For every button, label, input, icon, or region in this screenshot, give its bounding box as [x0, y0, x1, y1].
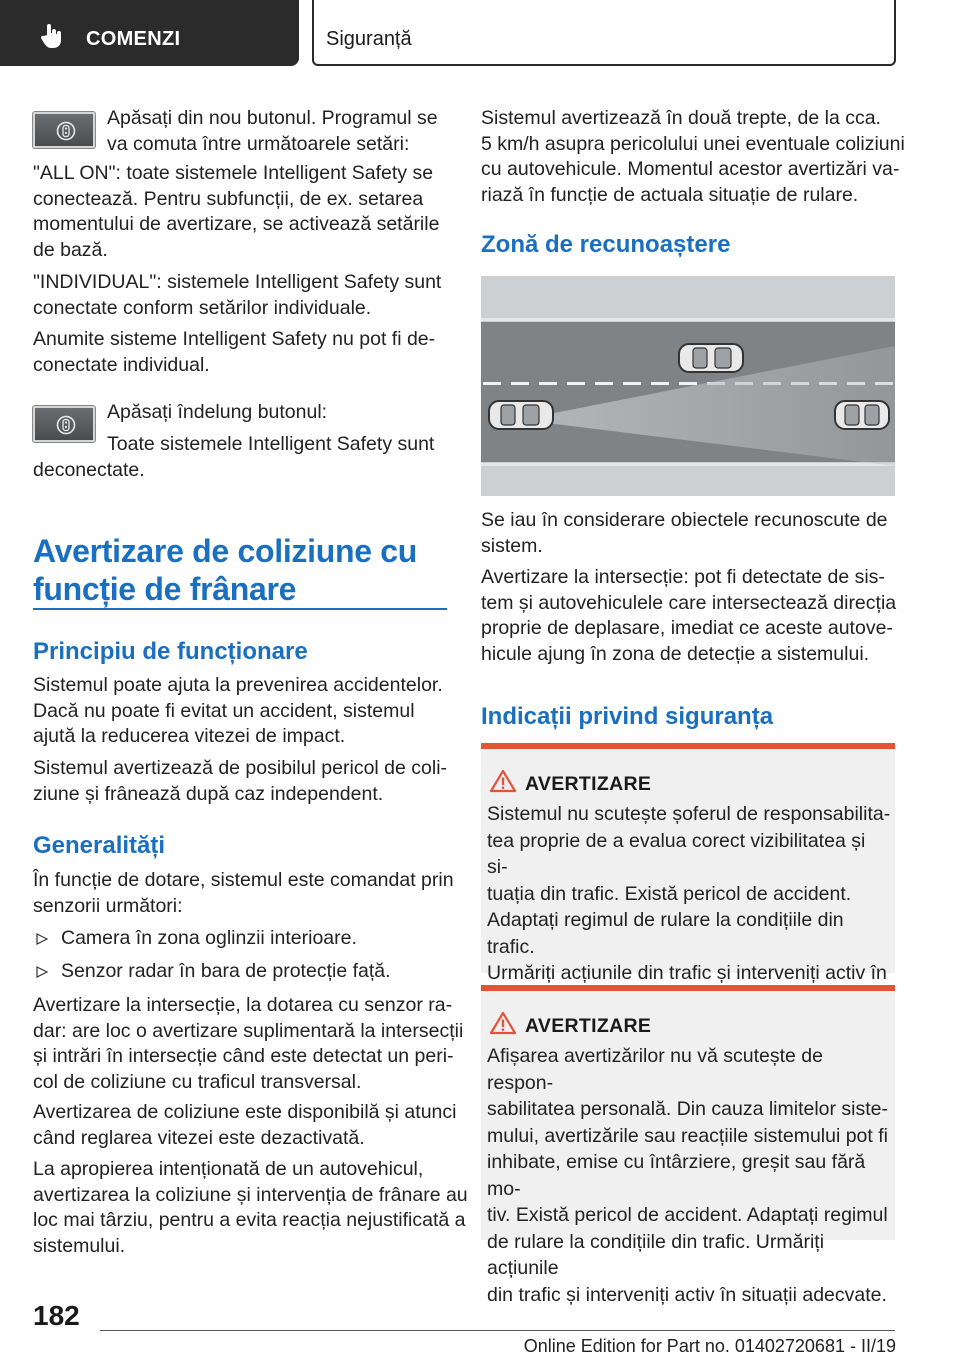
paragraph-warns: Sistemul avertizează de posibilul pericol de coli- ziune și frânează după caz independent. [33, 757, 448, 805]
paragraph-sensors: În funcție de dotare, sistemul este comandat prin senzorii următori: [33, 869, 454, 917]
paragraph-individual: "INDIVIDUAL": sistemele Intelligent Safety sunt conectate conform setărilor individuale. [33, 271, 442, 319]
warning-triangle-icon [489, 769, 517, 793]
heading-safety-notes: Indicații privind siguranța [481, 703, 774, 730]
car-icon [679, 344, 743, 372]
warning-title: AVERTIZARE [525, 1015, 652, 1037]
safety-button-icon [33, 112, 95, 148]
paragraph-available: Avertizarea de coliziune este disponibilă și atunci când reglarea vitezei este dezactivată. [33, 1101, 457, 1149]
footer-rule [100, 1330, 895, 1331]
heading-underline [33, 608, 447, 610]
paragraph-approach: La apropierea intenționată de un autovehicul, avertizarea la coliziune și intervenția de frânare au loc mai târziu, pentru a evita reacția nejustificată a sistemului. [33, 1158, 468, 1257]
car-icon [489, 401, 553, 429]
paragraph-two-stages: Sistemul avertizează în două trepte, de la cca. 5 km/h asupra pericolului unei eventuale coliziuni cu autovehicule. Momentul acestor avertizări va- riază în funcție de actuala situație de rulare. [481, 107, 905, 206]
detection-zone-illustration [481, 276, 895, 496]
chapter-tab-label: COMENZI [86, 28, 181, 50]
bullet-triangle-icon [36, 966, 48, 978]
list-item-camera: Camera în zona oglinzii interioare. [61, 927, 357, 949]
page-number: 182 [33, 1300, 80, 1331]
heading-detection-zone: Zonă de recunoaștere [481, 231, 731, 258]
warning-triangle-icon [489, 1011, 517, 1035]
paragraph-recognized: Se iau în considerare obiectele recunoscute de sistem. [481, 509, 888, 557]
heading-principle: Principiu de funcționare [33, 638, 308, 665]
warning-text: Sistemul nu scutește șoferul de responsabilita- tea proprie de a evalua corect vizibilitatea și si- tuația din trafic. Există pericol de accident. Adaptați regimul de rulare la condițiile din trafic. Urmăriți acțiunile din trafic și interveniți activ în [487, 803, 891, 984]
chapter-tab[interactable] [0, 0, 299, 66]
bullet-triangle-icon [36, 933, 48, 945]
paragraph-press-long: Apăsați îndelung butonul: [107, 401, 328, 423]
section-title: Siguranță [326, 28, 412, 50]
paragraph-press-again: Apăsați din nou butonul. Programul se va comuta între următoarele setări: [107, 107, 438, 155]
warning-text: Afișarea avertizărilor nu vă scutește de respon- sabilitatea personală. Din cauza limitelor siste- mului, avertizările sau reacțiile sistemului pot fi inhibate, emise cu întârziere, greșit sau fără mo- tiv. Există pericol de accident. Adaptați regimul de rulare la condițiile din trafic. Urmăriți acțiunile din trafic și interveniți activ în situații adecvate. [487, 1045, 889, 1306]
hand-pointer-icon [38, 22, 66, 50]
heading-general: Generalități [33, 832, 166, 859]
paragraph-all-on: "ALL ON": toate sistemele Intelligent Safety se conectează. Pentru subfuncții, de ex. setarea momentului de avertizare, se activează setările de bază. [33, 162, 440, 261]
heading-collision-warning: Avertizare de coliziune cu funcție de frânare [33, 533, 418, 607]
warning-box-1 [481, 743, 895, 984]
warning-box-2 [481, 985, 895, 1306]
paragraph-all-off: Toate sistemele Intelligent Safety sunt deconectate. [33, 433, 435, 481]
list-item-radar: Senzor radar în bara de protecție față. [61, 960, 391, 982]
footer-edition: Online Edition for Part no. 01402720681 - II/19 [523, 1336, 896, 1356]
warning-title: AVERTIZARE [525, 773, 652, 795]
paragraph-intersection: Avertizare la intersecție, la dotarea cu senzor ra- dar: are loc o avertizare suplimentară la intersecții și intrări în intersecție când este detectat un peri- col de coliziune cu traficul transversal. [33, 994, 464, 1093]
paragraph-some-systems: Anumite sisteme Intelligent Safety nu pot fi de- conectate individual. [33, 328, 436, 376]
car-icon [835, 401, 889, 429]
paragraph-principle: Sistemul poate ajuta la prevenirea accidentelor. Dacă nu poate fi evitat un accident, sistemul ajută la reducerea vitezei de impact. [33, 674, 443, 747]
paragraph-intersection-detect: Avertizare la intersecție: pot fi detectate de sis- tem și autovehiculele care intersectează direcția proprie de deplasare, imediat ce aceste autove- hicule ajung în zona de detecție a sistemului. [481, 566, 897, 665]
